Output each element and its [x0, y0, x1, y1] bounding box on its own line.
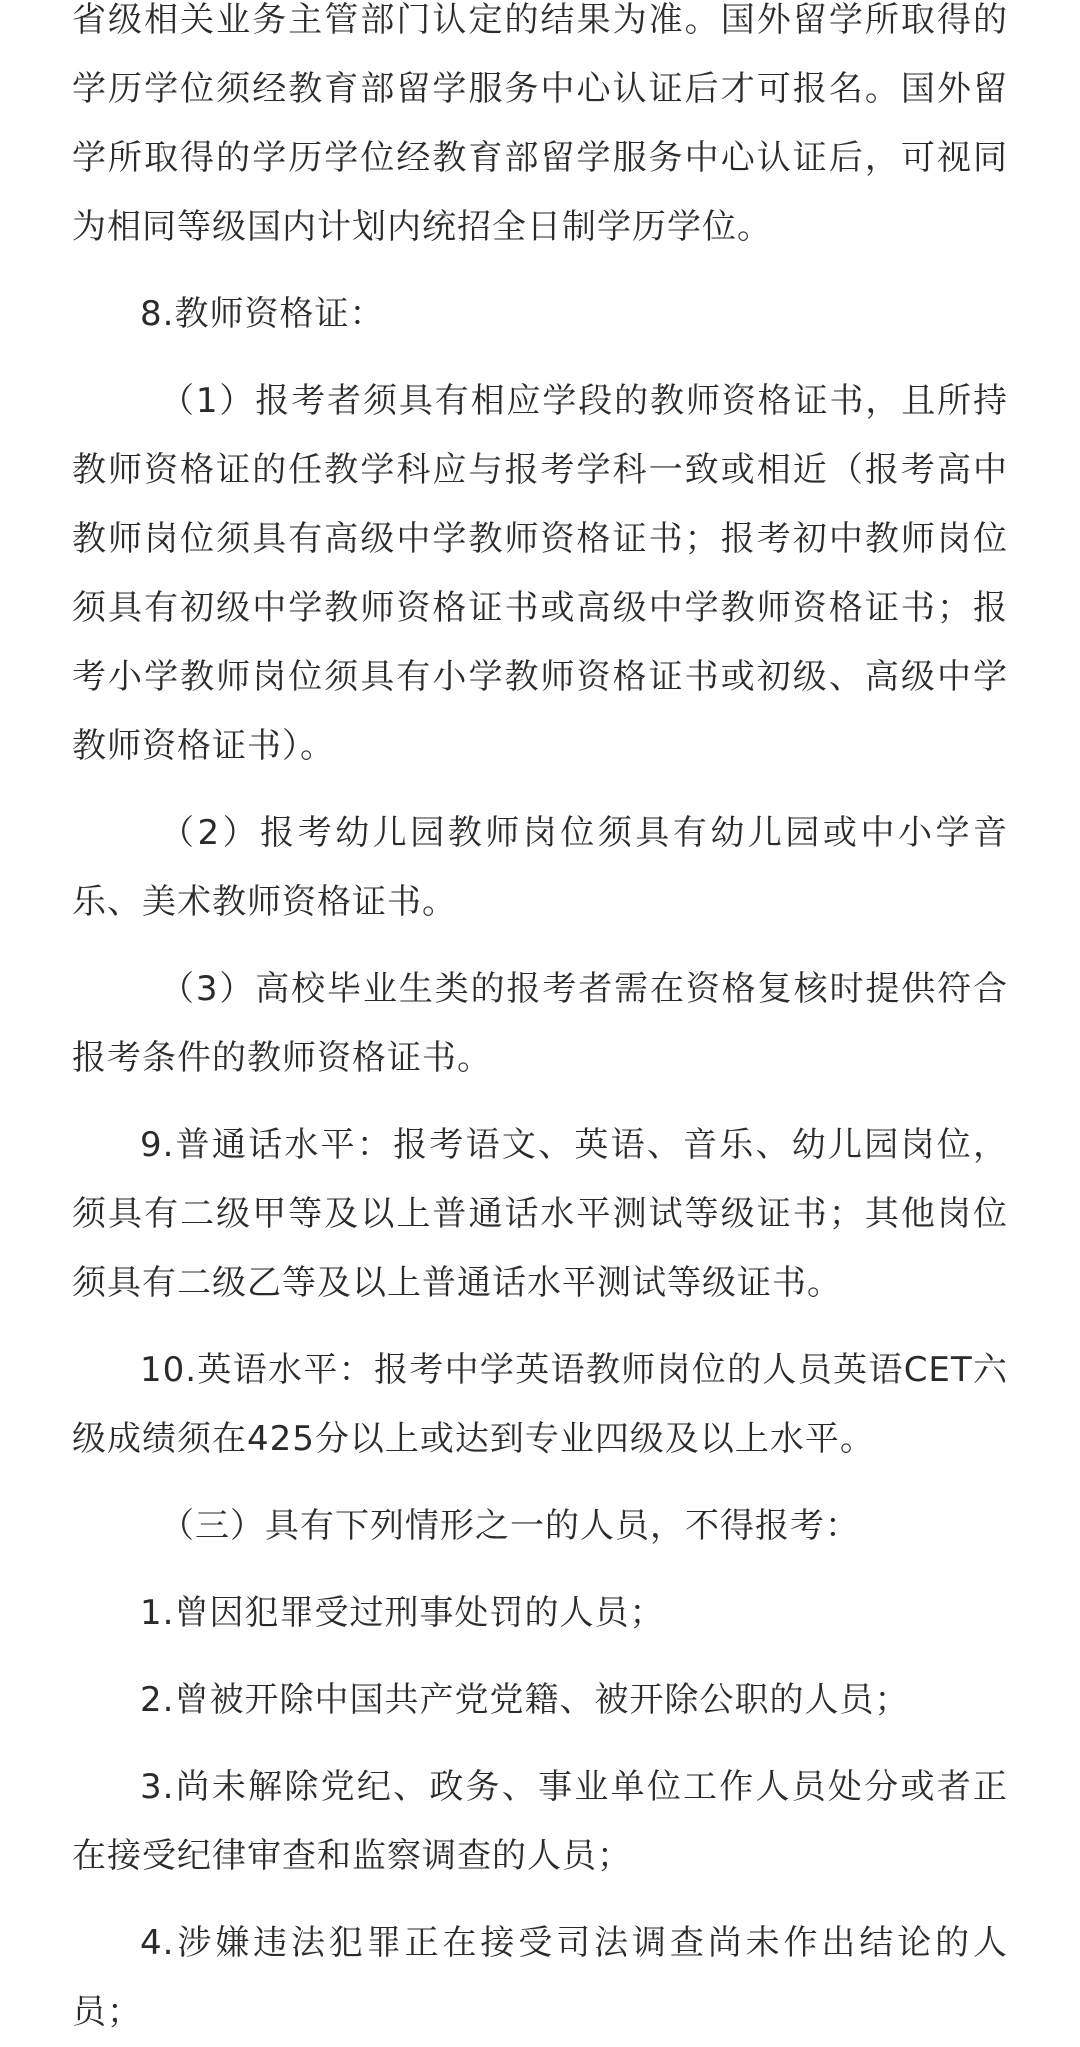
paragraph-teacher-cert-1: （1）报考者须具有相应学段的教师资格证书，且所持教师资格证的任教学科应与报考学科一致或相近（报考高中教师岗位须具有高级中学教师资格证书；报考初中教师岗位须具有初级中学教师资格证书或高级中学教师资格证书；报考小学教师岗位须具有小学教师资格证书或初级、高级中学教师资格证书）。 — [72, 381, 1008, 766]
paragraph-teacher-cert-2: （2）报考幼儿园教师岗位须具有幼儿园或中小学音乐、美术教师资格证书。 — [72, 813, 1008, 922]
list-item-disqualification-2: 2.曾被开除中国共产党党籍、被开除公职的人员； — [140, 1680, 910, 1720]
list-item-disqualification-3: 3.尚未解除党纪、政务、事业单位工作人员处分或者正在接受纪律审查和监察调查的人员； — [72, 1767, 1008, 1876]
paragraph-mandarin-level: 9.普通话水平：报考语文、英语、音乐、幼儿园岗位，须具有二级甲等及以上普通话水平测试等级证书；其他岗位须具有二级乙等及以上普通话水平测试等级证书。 — [72, 1125, 1008, 1303]
heading-disqualifications: （三）具有下列情形之一的人员，不得报考： — [160, 1506, 860, 1546]
paragraph-education-cert: 省级相关业务主管部门认定的结果为准。国外留学所取得的学历学位须经教育部留学服务中心认证后才可报名。国外留学所取得的学历学位经教育部留学服务中心认证后，可视同为相同等级国内计划内统招全日制学历学位。 — [72, 0, 1008, 247]
heading-teacher-qualification: 8.教师资格证： — [140, 294, 385, 334]
list-item-disqualification-4: 4.涉嫌违法犯罪正在接受司法调查尚未作出结论的人员； — [72, 1923, 1008, 2032]
paragraph-teacher-cert-3: （3）高校毕业生类的报考者需在资格复核时提供符合报考条件的教师资格证书。 — [72, 969, 1008, 1078]
list-item-disqualification-1: 1.曾因犯罪受过刑事处罚的人员； — [140, 1593, 665, 1633]
paragraph-english-level: 10.英语水平：报考中学英语教师岗位的人员英语CET六级成绩须在425分以上或达到专业四级及以上水平。 — [72, 1350, 1008, 1459]
